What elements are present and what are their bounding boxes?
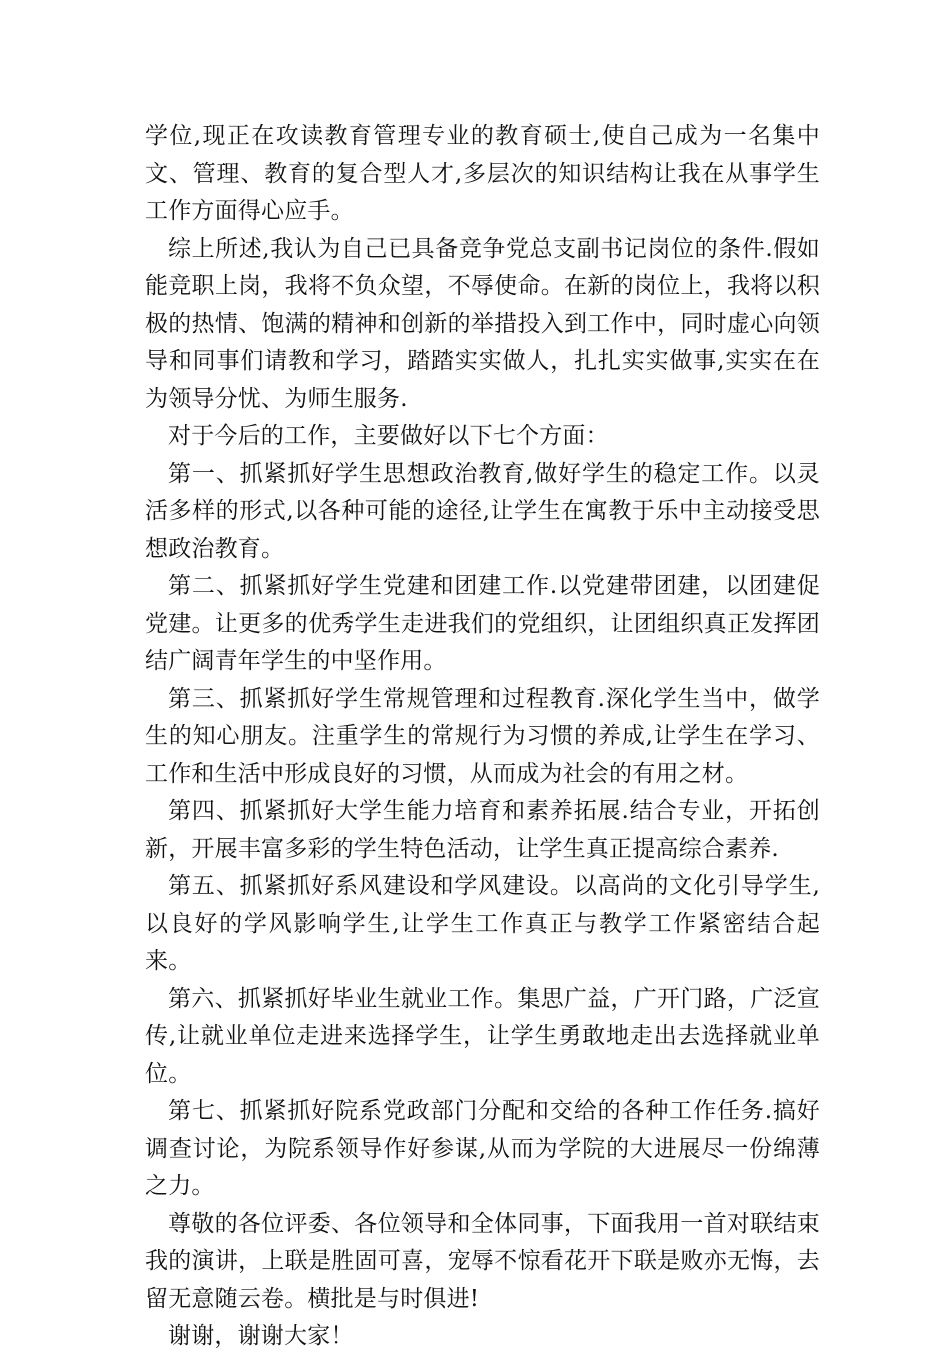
paragraph-item-7: 第七、抓紧抓好院系党政部门分配和交给的各种工作任务.搞好调查讨论，为院系领导作好参谋,从而为学院的大进展尽一份绵薄之力。 — [145, 1098, 820, 1199]
paragraph-item-4: 第四、抓紧抓好大学生能力培育和素养拓展.结合专业，开拓创新，开展丰富多彩的学生特色活动，让学生真正提高综合素养. — [145, 798, 820, 862]
document-body — [145, 118, 820, 1356]
paragraph-future-work-intro: 对于今后的工作，主要做好以下七个方面： — [168, 423, 609, 449]
paragraph-summary: 综上所述,我认为自己已具备竞争党总支副书记岗位的条件.假如能竞职上岗，我将不负众望，不辱使命。在新的岗位上，我将以积极的热情、饱满的精神和创新的举措投入到工作中，同时虚心向领导和同事们请教和学习，踏踏实实做人，扎扎实实做事,实实在在为领导分忧、为师生服务. — [145, 235, 820, 412]
paragraph-item-6: 第六、抓紧抓好毕业生就业工作。集思广益，广开门路，广泛宣传,让就业单位走进来选择学生，让学生勇敢地走出去选择就业单位。 — [145, 985, 820, 1087]
paragraph-item-3: 第三、抓紧抓好学生常规管理和过程教育.深化学生当中，做学生的知心朋友。注重学生的常规行为习惯的养成,让学生在学习、工作和生活中形成良好的习惯，从而成为社会的有用之材。 — [145, 685, 820, 787]
paragraph-item-2: 第二、抓紧抓好学生党建和团建工作.以党建带团建，以团建促党建。让更多的优秀学生走进我们的党组织，让团组织真正发挥团结广阔青年学生的中坚作用。 — [145, 573, 820, 674]
paragraph-item-5: 第五、抓紧抓好系风建设和学风建设。以高尚的文化引导学生,以良好的学风影响学生,让学生工作真正与教学工作紧密结合起来。 — [145, 873, 820, 974]
paragraph-closing-couplet: 尊敬的各位评委、各位领导和全体同事，下面我用一首对联结束我的演讲，上联是胜固可喜，宠辱不惊看花开下联是败亦无悔，去留无意随云卷。横批是与时俱进! — [145, 1210, 820, 1312]
paragraph-thanks: 谢谢，谢谢大家！ — [168, 1323, 354, 1349]
paragraph-education-background: 学位,现正在攻读教育管理专业的教育硕士,使自己成为一名集中文、管理、教育的复合型人才,多层次的知识结构让我在从事学生工作方面得心应手。 — [145, 123, 820, 224]
paragraph-item-1: 第一、抓紧抓好学生思想政治教育,做好学生的稳定工作。以灵活多样的形式,以各种可能的途径,让学生在寓教于乐中主动接受思想政治教育。 — [145, 460, 820, 562]
